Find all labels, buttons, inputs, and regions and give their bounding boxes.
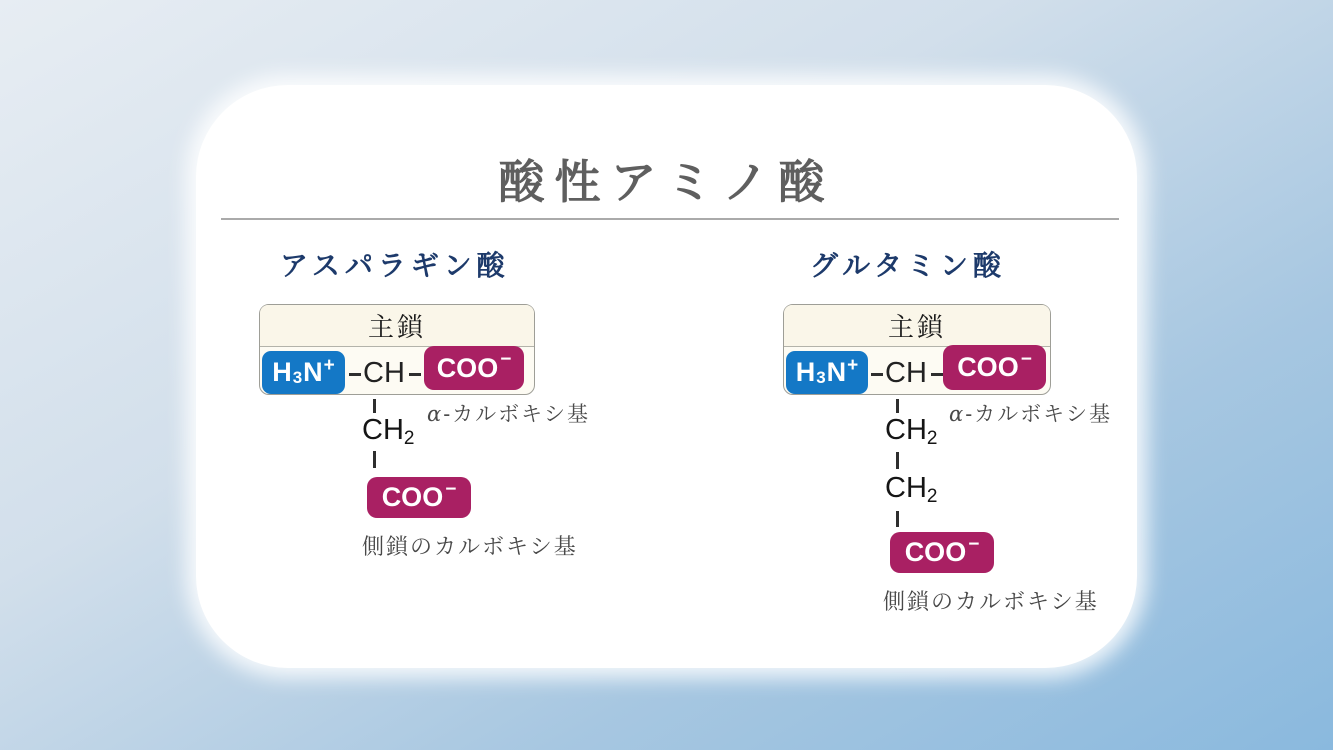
glutamic-acid-heading: グルタミン酸 — [810, 250, 1007, 281]
carboxyl-charge: − — [445, 478, 457, 500]
ammonium-charge: + — [847, 354, 859, 376]
side-carboxyl-badge — [890, 532, 994, 573]
page-title: 酸性アミノ酸 — [498, 156, 835, 208]
side-carboxyl-badge — [367, 477, 471, 518]
glutamic-main-chain-box — [783, 304, 1051, 395]
aspartic-main-chain-box — [259, 304, 535, 395]
carboxyl-charge: − — [968, 533, 980, 555]
bond-horizontal — [871, 373, 883, 376]
ch2-group — [885, 414, 937, 447]
alpha-symbol: α — [427, 402, 444, 426]
carboxyl-text: COO — [904, 537, 967, 567]
bond-horizontal — [349, 373, 361, 376]
main-chain-header: 主鎖 — [784, 305, 1050, 347]
bond-vertical — [896, 511, 899, 527]
alpha-label-text: -カルボキシ基 — [443, 403, 590, 426]
ch2-subscript: 2 — [926, 486, 938, 507]
ammonium-charge: + — [323, 354, 335, 376]
main-chain-header: 主鎖 — [260, 305, 534, 347]
ch2-group — [885, 472, 937, 505]
ammonium-n: N — [303, 357, 323, 387]
alpha-carboxyl-badge — [943, 345, 1046, 390]
ch2-text: CH — [885, 414, 927, 446]
alpha-carboxyl-label — [427, 398, 590, 428]
bond-horizontal — [931, 373, 943, 376]
ammonium-badge — [262, 351, 345, 394]
ch2-subscript: 2 — [403, 428, 415, 449]
bond-vertical — [373, 399, 376, 413]
ammonium-h: H — [272, 357, 292, 387]
carboxyl-text: COO — [381, 482, 444, 512]
side-carboxyl-label: 側鎖のカルボキシ基 — [883, 589, 1099, 614]
ammonium-subscript: 3 — [292, 367, 303, 387]
carboxyl-text: COO — [436, 352, 499, 383]
bond-vertical — [373, 451, 376, 468]
ammonium-subscript: 3 — [816, 367, 826, 387]
ammonium-badge — [786, 351, 868, 394]
title-divider — [221, 218, 1119, 220]
side-carboxyl-label: 側鎖のカルボキシ基 — [362, 534, 578, 559]
ch2-text: CH — [362, 414, 404, 446]
alpha-carboxyl-label — [949, 398, 1112, 428]
alpha-carboxyl-badge — [424, 346, 524, 390]
carboxyl-charge: − — [1020, 348, 1032, 370]
alpha-carbon: CH — [363, 357, 405, 389]
ammonium-h: H — [795, 357, 816, 387]
alpha-label-text: -カルボキシ基 — [965, 403, 1112, 426]
ammonium-n: N — [826, 357, 847, 387]
carboxyl-text: COO — [957, 352, 1019, 382]
bond-vertical — [896, 399, 899, 413]
ch2-text: CH — [885, 472, 927, 504]
bond-vertical — [896, 452, 899, 469]
alpha-symbol: α — [949, 402, 966, 426]
bond-horizontal — [409, 373, 421, 376]
carboxyl-charge: − — [500, 349, 512, 370]
ch2-subscript: 2 — [926, 428, 938, 449]
alpha-carbon: CH — [885, 357, 927, 389]
ch2-group — [362, 414, 414, 447]
aspartic-acid-heading: アスパラギン酸 — [280, 250, 510, 281]
